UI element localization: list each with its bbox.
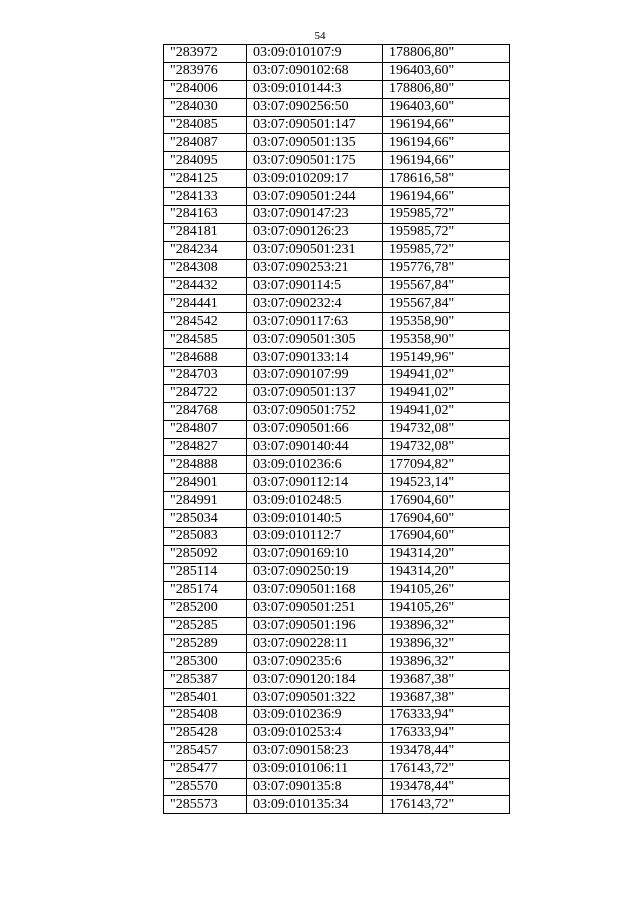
cadastral-number-cell: 03:07:090114:5 — [247, 277, 383, 295]
table-row — [164, 295, 510, 313]
record-id-cell: "284703 — [164, 367, 247, 385]
record-id-cell: "285114 — [164, 563, 247, 581]
value-cell: 178806,80" — [383, 80, 510, 98]
table-row — [164, 420, 510, 438]
value-cell: 176904,60" — [383, 528, 510, 546]
cadastral-number-cell: 03:09:010144:3 — [247, 80, 383, 98]
value-cell: 176333,94" — [383, 724, 510, 742]
record-id-cell: "284133 — [164, 188, 247, 206]
table-row — [164, 277, 510, 295]
cadastral-number-cell: 03:07:090501:175 — [247, 152, 383, 170]
value-cell: 194105,26" — [383, 599, 510, 617]
value-cell: 195985,72" — [383, 206, 510, 224]
registry-table — [163, 44, 510, 814]
table-row — [164, 724, 510, 742]
table-row — [164, 170, 510, 188]
value-cell: 195567,84" — [383, 295, 510, 313]
record-id-cell: "285285 — [164, 617, 247, 635]
record-id-cell: "284095 — [164, 152, 247, 170]
value-cell: 193687,38" — [383, 689, 510, 707]
cadastral-number-cell: 03:07:090117:63 — [247, 313, 383, 331]
table-row — [164, 617, 510, 635]
table-row — [164, 241, 510, 259]
table-row — [164, 349, 510, 367]
cadastral-number-cell: 03:07:090112:14 — [247, 474, 383, 492]
record-id-cell: "285083 — [164, 528, 247, 546]
table-row — [164, 313, 510, 331]
value-cell: 194105,26" — [383, 581, 510, 599]
value-cell: 193478,44" — [383, 778, 510, 796]
record-id-cell: "285477 — [164, 760, 247, 778]
table-row — [164, 456, 510, 474]
value-cell: 195358,90" — [383, 313, 510, 331]
record-id-cell: "283972 — [164, 45, 247, 63]
cadastral-number-cell: 03:07:090120:184 — [247, 671, 383, 689]
cadastral-number-cell: 03:07:090232:4 — [247, 295, 383, 313]
cadastral-number-cell: 03:07:090501:251 — [247, 599, 383, 617]
value-cell: 195149,96" — [383, 349, 510, 367]
cadastral-number-cell: 03:07:090501:135 — [247, 134, 383, 152]
record-id-cell: "284901 — [164, 474, 247, 492]
table-row — [164, 188, 510, 206]
value-cell: 195358,90" — [383, 331, 510, 349]
record-id-cell: "285408 — [164, 706, 247, 724]
value-cell: 196194,66" — [383, 188, 510, 206]
value-cell: 194941,02" — [383, 384, 510, 402]
cadastral-number-cell: 03:07:090169:10 — [247, 545, 383, 563]
record-id-cell: "285300 — [164, 653, 247, 671]
record-id-cell: "285401 — [164, 689, 247, 707]
record-id-cell: "284432 — [164, 277, 247, 295]
table-row — [164, 796, 510, 814]
cadastral-number-cell: 03:07:090140:44 — [247, 438, 383, 456]
cadastral-number-cell: 03:09:010107:9 — [247, 45, 383, 63]
cadastral-number-cell: 03:09:010106:11 — [247, 760, 383, 778]
value-cell: 196403,60" — [383, 98, 510, 116]
value-cell: 176143,72" — [383, 796, 510, 814]
table-row — [164, 402, 510, 420]
table-row — [164, 528, 510, 546]
value-cell: 194523,14" — [383, 474, 510, 492]
table-row — [164, 510, 510, 528]
value-cell: 193687,38" — [383, 671, 510, 689]
cadastral-number-cell: 03:07:090501:231 — [247, 241, 383, 259]
cadastral-number-cell: 03:07:090228:11 — [247, 635, 383, 653]
record-id-cell: "284991 — [164, 492, 247, 510]
record-id-cell: "283976 — [164, 62, 247, 80]
value-cell: 176143,72" — [383, 760, 510, 778]
value-cell: 176904,60" — [383, 510, 510, 528]
record-id-cell: "285092 — [164, 545, 247, 563]
value-cell: 195985,72" — [383, 223, 510, 241]
cadastral-number-cell: 03:07:090256:50 — [247, 98, 383, 116]
table-row — [164, 635, 510, 653]
record-id-cell: "284308 — [164, 259, 247, 277]
record-id-cell: "284006 — [164, 80, 247, 98]
cadastral-number-cell: 03:07:090158:23 — [247, 742, 383, 760]
table-row — [164, 98, 510, 116]
record-id-cell: "284441 — [164, 295, 247, 313]
value-cell: 194941,02" — [383, 367, 510, 385]
table-row — [164, 116, 510, 134]
table-row — [164, 134, 510, 152]
record-id-cell: "285034 — [164, 510, 247, 528]
table-row — [164, 653, 510, 671]
value-cell: 195567,84" — [383, 277, 510, 295]
cadastral-number-cell: 03:09:010135:34 — [247, 796, 383, 814]
cadastral-number-cell: 03:07:090501:305 — [247, 331, 383, 349]
record-id-cell: "285570 — [164, 778, 247, 796]
value-cell: 195776,78" — [383, 259, 510, 277]
table-row — [164, 581, 510, 599]
cadastral-number-cell: 03:07:090253:21 — [247, 259, 383, 277]
cadastral-number-cell: 03:09:010248:5 — [247, 492, 383, 510]
cadastral-number-cell: 03:07:090250:19 — [247, 563, 383, 581]
value-cell: 196194,66" — [383, 134, 510, 152]
cadastral-number-cell: 03:07:090501:147 — [247, 116, 383, 134]
value-cell: 196194,66" — [383, 152, 510, 170]
value-cell: 194732,08" — [383, 420, 510, 438]
record-id-cell: "284163 — [164, 206, 247, 224]
cadastral-number-cell: 03:07:090126:23 — [247, 223, 383, 241]
page-number: 54 — [314, 30, 326, 42]
value-cell: 196194,66" — [383, 116, 510, 134]
record-id-cell: "285387 — [164, 671, 247, 689]
cadastral-number-cell: 03:07:090235:6 — [247, 653, 383, 671]
record-id-cell: "285200 — [164, 599, 247, 617]
table-row — [164, 778, 510, 796]
cadastral-number-cell: 03:07:090501:168 — [247, 581, 383, 599]
record-id-cell: "284585 — [164, 331, 247, 349]
record-id-cell: "284181 — [164, 223, 247, 241]
record-id-cell: "284085 — [164, 116, 247, 134]
table-row — [164, 599, 510, 617]
value-cell: 193896,32" — [383, 653, 510, 671]
table-row — [164, 152, 510, 170]
cadastral-number-cell: 03:09:010140:5 — [247, 510, 383, 528]
registry-table-body — [164, 45, 510, 814]
table-row — [164, 438, 510, 456]
cadastral-number-cell: 03:07:090102:68 — [247, 62, 383, 80]
cadastral-number-cell: 03:07:090501:752 — [247, 402, 383, 420]
value-cell: 178806,80" — [383, 45, 510, 63]
cadastral-number-cell: 03:07:090135:8 — [247, 778, 383, 796]
value-cell: 194732,08" — [383, 438, 510, 456]
table-row — [164, 545, 510, 563]
value-cell: 196403,60" — [383, 62, 510, 80]
table-row — [164, 223, 510, 241]
record-id-cell: "284087 — [164, 134, 247, 152]
table-row — [164, 492, 510, 510]
table-row — [164, 45, 510, 63]
record-id-cell: "284688 — [164, 349, 247, 367]
record-id-cell: "285428 — [164, 724, 247, 742]
table-row — [164, 80, 510, 98]
table-row — [164, 474, 510, 492]
value-cell: 177094,82" — [383, 456, 510, 474]
cadastral-number-cell: 03:07:090501:244 — [247, 188, 383, 206]
value-cell: 176904,60" — [383, 492, 510, 510]
cadastral-number-cell: 03:07:090147:23 — [247, 206, 383, 224]
table-row — [164, 671, 510, 689]
record-id-cell: "285573 — [164, 796, 247, 814]
value-cell: 178616,58" — [383, 170, 510, 188]
record-id-cell: "284807 — [164, 420, 247, 438]
cadastral-number-cell: 03:07:090501:322 — [247, 689, 383, 707]
table-row — [164, 206, 510, 224]
value-cell: 176333,94" — [383, 706, 510, 724]
cadastral-number-cell: 03:09:010112:7 — [247, 528, 383, 546]
cadastral-number-cell: 03:09:010236:9 — [247, 706, 383, 724]
table-row — [164, 760, 510, 778]
cadastral-number-cell: 03:07:090501:137 — [247, 384, 383, 402]
cadastral-number-cell: 03:07:090107:99 — [247, 367, 383, 385]
cadastral-number-cell: 03:09:010253:4 — [247, 724, 383, 742]
record-id-cell: "284234 — [164, 241, 247, 259]
value-cell: 194941,02" — [383, 402, 510, 420]
table-row — [164, 563, 510, 581]
table-row — [164, 689, 510, 707]
value-cell: 193478,44" — [383, 742, 510, 760]
table-row — [164, 742, 510, 760]
record-id-cell: "284768 — [164, 402, 247, 420]
value-cell: 193896,32" — [383, 635, 510, 653]
table-row — [164, 384, 510, 402]
record-id-cell: "285289 — [164, 635, 247, 653]
table-row — [164, 706, 510, 724]
table-row — [164, 367, 510, 385]
table-row — [164, 331, 510, 349]
record-id-cell: "284125 — [164, 170, 247, 188]
record-id-cell: "284827 — [164, 438, 247, 456]
value-cell: 195985,72" — [383, 241, 510, 259]
cadastral-number-cell: 03:07:090133:14 — [247, 349, 383, 367]
table-row — [164, 259, 510, 277]
record-id-cell: "285174 — [164, 581, 247, 599]
cadastral-number-cell: 03:09:010209:17 — [247, 170, 383, 188]
record-id-cell: "284888 — [164, 456, 247, 474]
cadastral-number-cell: 03:09:010236:6 — [247, 456, 383, 474]
record-id-cell: "284542 — [164, 313, 247, 331]
value-cell: 194314,20" — [383, 563, 510, 581]
value-cell: 194314,20" — [383, 545, 510, 563]
record-id-cell: "285457 — [164, 742, 247, 760]
value-cell: 193896,32" — [383, 617, 510, 635]
cadastral-number-cell: 03:07:090501:196 — [247, 617, 383, 635]
cadastral-number-cell: 03:07:090501:66 — [247, 420, 383, 438]
table-row — [164, 62, 510, 80]
record-id-cell: "284722 — [164, 384, 247, 402]
record-id-cell: "284030 — [164, 98, 247, 116]
